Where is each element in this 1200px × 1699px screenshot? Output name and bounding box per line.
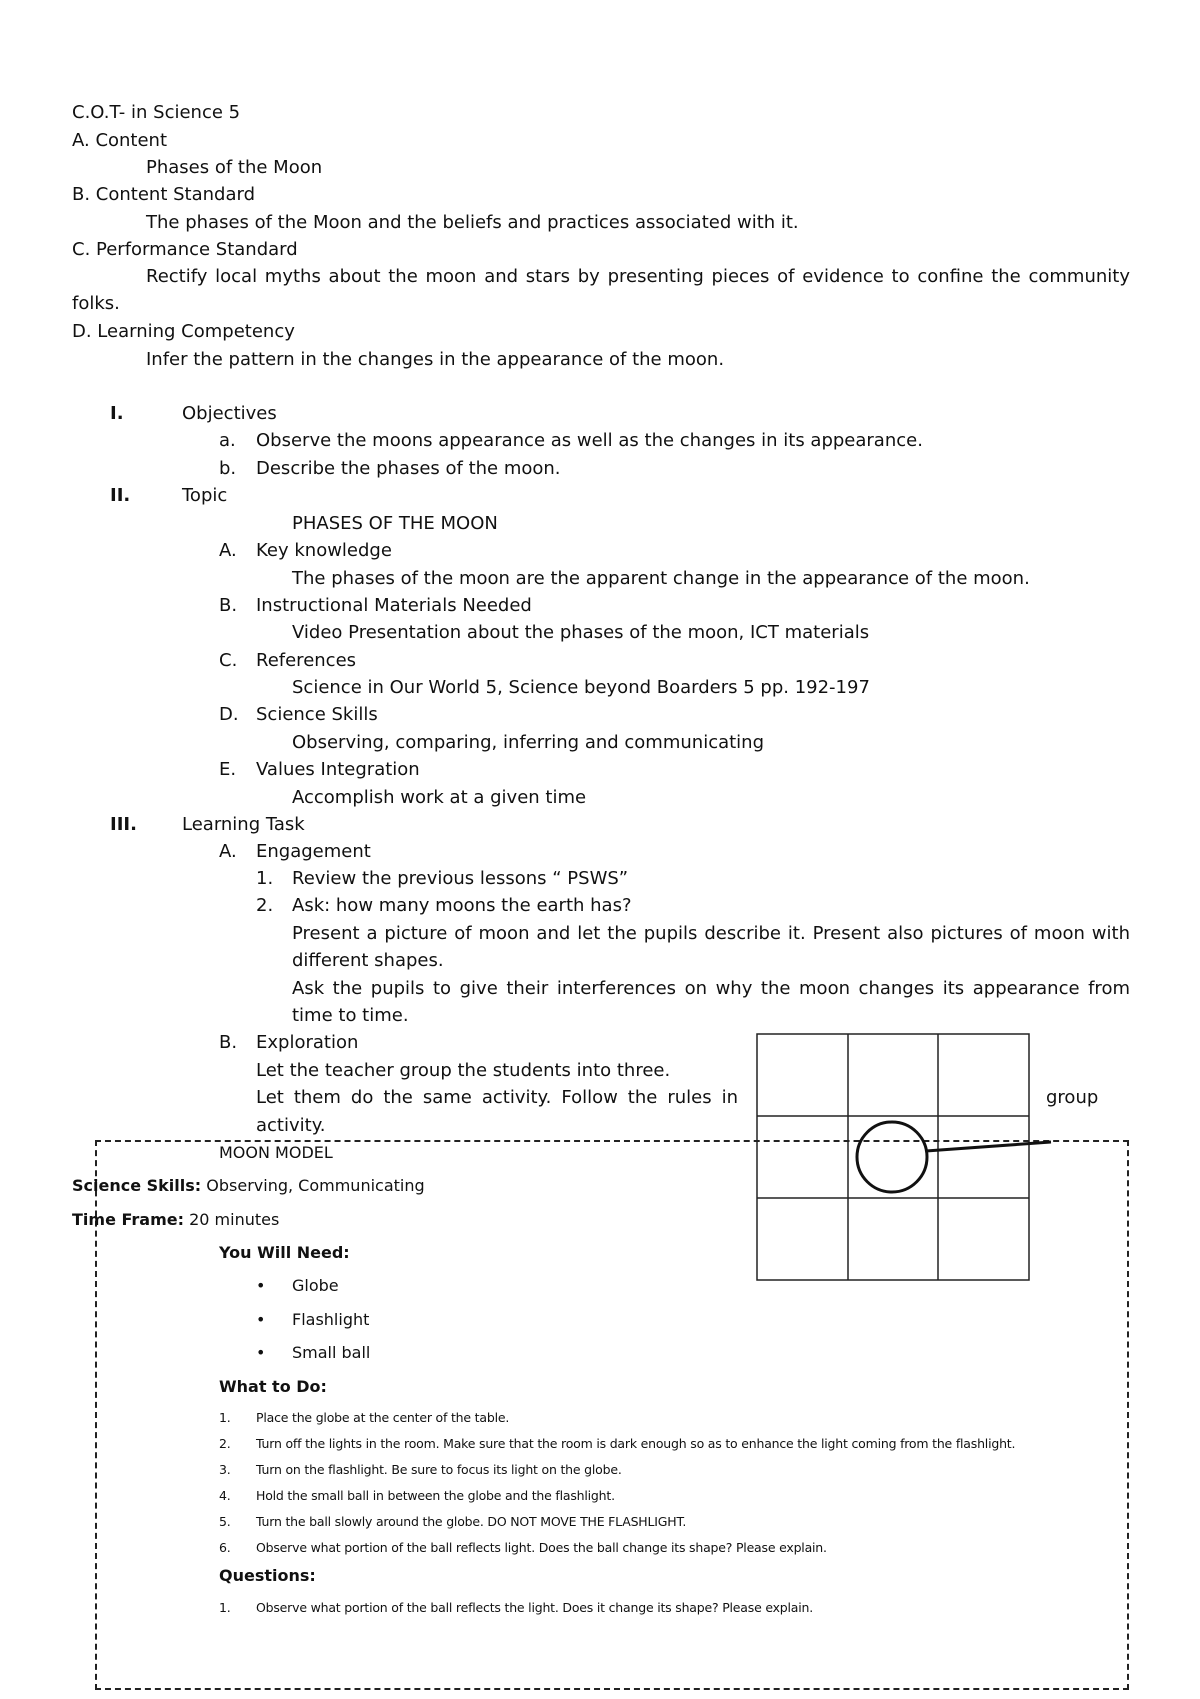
objectives-heading: Objectives (182, 403, 277, 424)
activity-skills (72, 1175, 425, 1197)
material-item: Globe (292, 1276, 339, 1295)
engagement-step: Review the previous lessons “ PSWS” (292, 868, 629, 889)
learning-competency-value: Infer the pattern in the changes in the appearance of the moon. (146, 349, 725, 370)
exploration-text-end: group (1046, 1087, 1099, 1108)
engagement-paragraph-continuation: different shapes. (292, 950, 444, 971)
content-standard-value: The phases of the Moon and the beliefs and practices associated with it. (146, 212, 799, 233)
objective-marker: b. (219, 458, 237, 479)
activity-title: MOON MODEL (219, 1143, 333, 1162)
performance-standard-label: C. Performance Standard (72, 239, 298, 260)
topic-item-marker: C. (219, 650, 238, 671)
step-text: Turn on the flashlight. Be sure to focus its light on the globe. (256, 1462, 622, 1477)
objective-item: Observe the moons appearance as well as the changes in its appearance. (256, 430, 923, 451)
step-text: Turn off the lights in the room. Make sure that the room is dark enough so as to enhance the light coming from the flashlight. (256, 1436, 1016, 1451)
values-integration-value: Accomplish work at a given time (292, 787, 587, 808)
time-label: Time Frame: (72, 1210, 185, 1229)
exploration-text: Let the teacher group the students into three. (256, 1060, 671, 1081)
bullet-icon: • (256, 1310, 266, 1329)
materials-label: Instructional Materials Needed (256, 595, 532, 616)
step-marker: 6. (219, 1540, 231, 1555)
step-text: Place the globe at the center of the table. (256, 1410, 510, 1425)
key-knowledge-value: The phases of the moon are the apparent change in the appearance of the moon. (292, 568, 1030, 589)
engagement-step-marker: 1. (256, 868, 274, 889)
exploration-marker: B. (219, 1032, 238, 1053)
content-standard-label: B. Content Standard (72, 184, 255, 205)
performance-standard-value: Rectify local myths about the moon and stars by presenting pieces of evidence to confine the community (146, 266, 1130, 287)
step-text: Hold the small ball in between the globe and the flashlight. (256, 1488, 615, 1503)
need-heading: You Will Need: (219, 1243, 350, 1262)
topic-title: PHASES OF THE MOON (292, 513, 498, 534)
todo-heading: What to Do: (219, 1377, 327, 1396)
step-text: Turn the ball slowly around the globe. DO NOT MOVE THE FLASHLIGHT. (256, 1514, 687, 1529)
step-marker: 3. (219, 1462, 231, 1477)
flashlight-line (926, 1142, 1051, 1151)
topic-heading: Topic (182, 485, 228, 506)
content-value: Phases of the Moon (146, 157, 323, 178)
engagement-paragraph-continuation: time to time. (292, 1005, 409, 1026)
material-item: Flashlight (292, 1310, 370, 1329)
step-marker: 4. (219, 1488, 231, 1503)
bullet-icon: • (256, 1343, 266, 1362)
materials-value: Video Presentation about the phases of the moon, ICT materials (292, 622, 870, 643)
references-label: References (256, 650, 357, 671)
moon-model-diagram (755, 1032, 1055, 1282)
grid-border (757, 1034, 1029, 1280)
values-integration-label: Values Integration (256, 759, 420, 780)
science-skills-value: Observing, comparing, inferring and communicating (292, 732, 765, 753)
question-text: Observe what portion of the ball reflects the light. Does it change its shape? Please explain. (256, 1600, 814, 1615)
questions-heading: Questions: (219, 1566, 316, 1585)
science-skills-label: Science Skills (256, 704, 378, 725)
topic-item-marker: A. (219, 540, 237, 561)
topic-item-marker: E. (219, 759, 237, 780)
step-text: Observe what portion of the ball reflects light. Does the ball change its shape? Please explain. (256, 1540, 827, 1555)
step-marker: 1. (219, 1410, 231, 1425)
topic-numeral: II. (110, 485, 131, 506)
exploration-text: Let them do the same activity. Follow the rules in (256, 1087, 738, 1108)
engagement-step-marker: 2. (256, 895, 274, 916)
objective-item: Describe the phases of the moon. (256, 458, 561, 479)
skills-value: Observing, Communicating (201, 1176, 425, 1195)
engagement-step: Ask: how many moons the earth has? (292, 895, 632, 916)
content-label: A. Content (72, 130, 168, 151)
performance-standard-continuation: folks. (72, 293, 120, 314)
engagement-marker: A. (219, 841, 237, 862)
material-item: Small ball (292, 1343, 371, 1362)
engagement-paragraph: Ask the pupils to give their interferences on why the moon changes its appearance from (292, 978, 1130, 999)
key-knowledge-label: Key knowledge (256, 540, 392, 561)
objective-marker: a. (219, 430, 236, 451)
engagement-label: Engagement (256, 841, 371, 862)
references-value: Science in Our World 5, Science beyond Boarders 5 pp. 192-197 (292, 677, 870, 698)
activity-time-frame (72, 1209, 279, 1231)
objectives-numeral: I. (110, 403, 124, 424)
learning-task-numeral: III. (110, 814, 137, 835)
exploration-label: Exploration (256, 1032, 359, 1053)
exploration-text-continuation: activity. (256, 1115, 326, 1136)
document-title: C.O.T- in Science 5 (72, 102, 241, 123)
step-marker: 2. (219, 1436, 231, 1451)
learning-competency-label: D. Learning Competency (72, 321, 295, 342)
question-marker: 1. (219, 1600, 231, 1615)
topic-item-marker: D. (219, 704, 239, 725)
step-marker: 5. (219, 1514, 231, 1529)
engagement-paragraph: Present a picture of moon and let the pupils describe it. Present also pictures of moon with (292, 923, 1130, 944)
topic-item-marker: B. (219, 595, 238, 616)
moon-circle (857, 1122, 927, 1192)
skills-label: Science Skills: (72, 1176, 202, 1195)
grid-lines (757, 1034, 1029, 1280)
bullet-icon: • (256, 1276, 266, 1295)
learning-task-heading: Learning Task (182, 814, 305, 835)
time-value: 20 minutes (184, 1210, 280, 1229)
